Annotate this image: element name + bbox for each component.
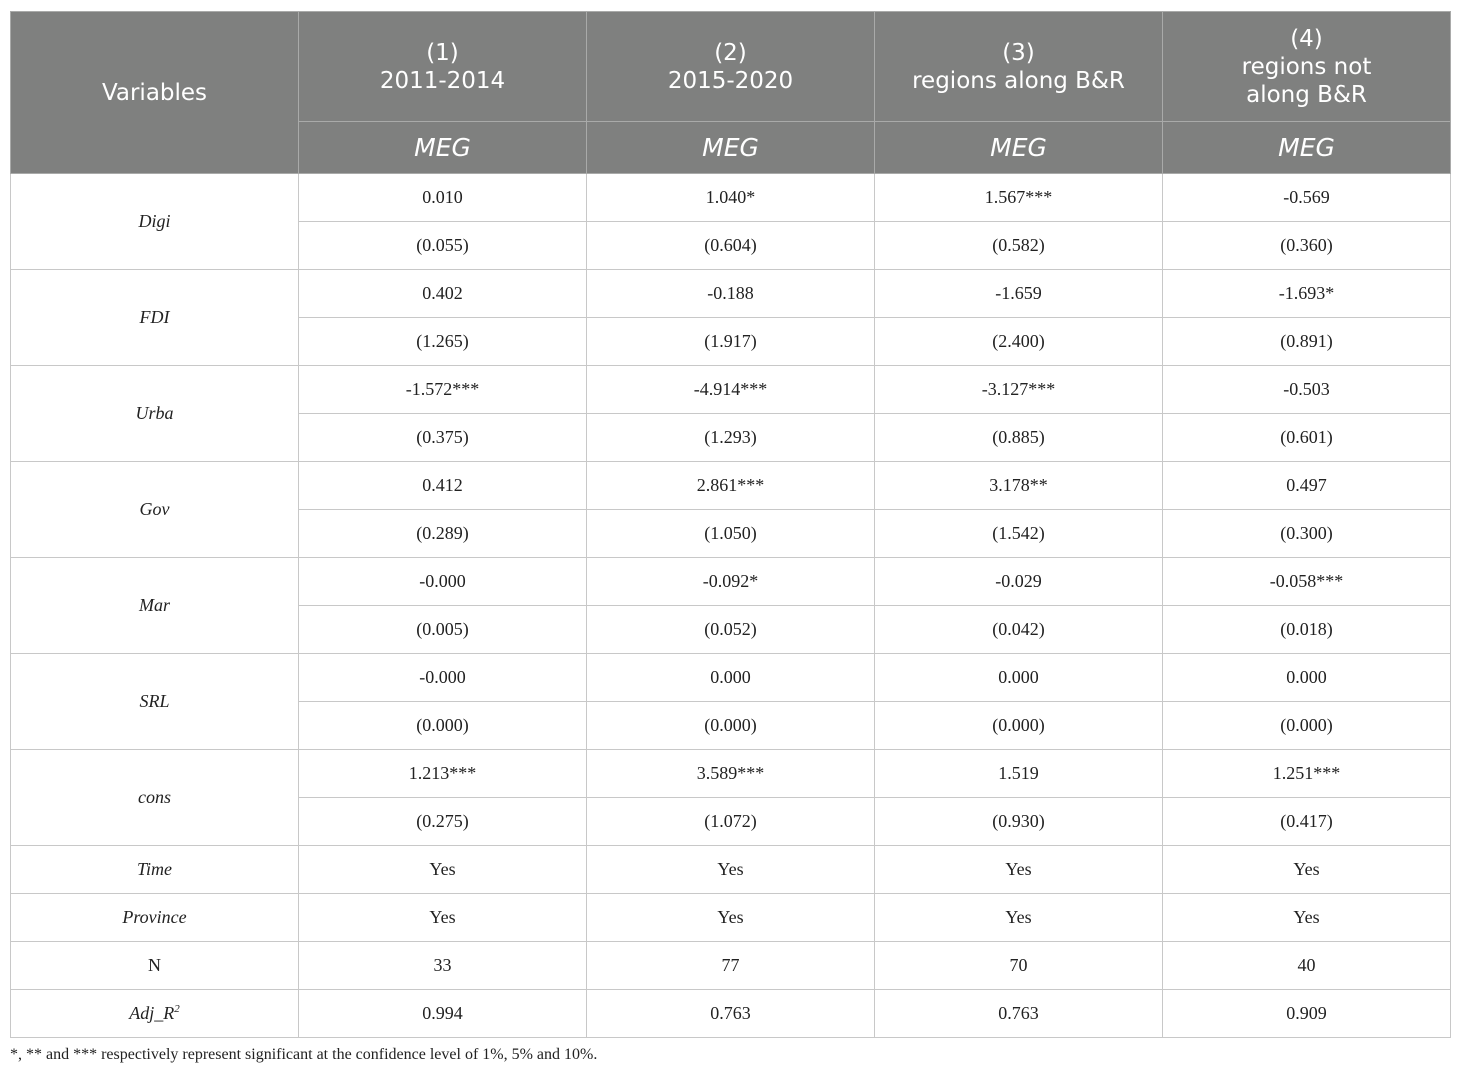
control-value-cell: Yes	[875, 846, 1163, 894]
table-row	[11, 894, 1451, 942]
table-row	[11, 366, 1451, 414]
coefficient-cell: 0.000	[875, 654, 1163, 702]
coefficient-cell: -0.000	[299, 654, 587, 702]
table-row	[11, 654, 1451, 702]
column-number: (4)	[1290, 25, 1323, 52]
coefficient-cell: -0.029	[875, 558, 1163, 606]
dependent-var-4: MEG	[1163, 122, 1451, 174]
table-row	[11, 942, 1451, 990]
coefficient-cell: -0.058***	[1163, 558, 1451, 606]
n-value-cell: 33	[299, 942, 587, 990]
coefficient-cell: 1.213***	[299, 750, 587, 798]
standard-error-cell: (0.275)	[299, 798, 587, 846]
standard-error-cell: (1.917)	[587, 318, 875, 366]
control-value-cell: Yes	[299, 894, 587, 942]
table-row	[11, 558, 1451, 606]
column-header-2	[587, 12, 875, 122]
coefficient-cell: 1.567***	[875, 174, 1163, 222]
table-row	[11, 270, 1451, 318]
regression-table-container	[10, 11, 1450, 1038]
coefficient-cell: 0.412	[299, 462, 587, 510]
column-number: (2)	[714, 39, 747, 66]
coefficient-cell: 0.000	[1163, 654, 1451, 702]
variables-header: Variables	[11, 12, 299, 174]
coefficient-cell: 3.589***	[587, 750, 875, 798]
standard-error-cell: (1.050)	[587, 510, 875, 558]
coefficient-cell: 0.402	[299, 270, 587, 318]
column-number: (3)	[1002, 39, 1035, 66]
column-title: 2011-2014	[379, 67, 506, 94]
column-title-line2: along B&R	[1246, 81, 1367, 108]
coefficient-cell: 0.497	[1163, 462, 1451, 510]
table-row	[11, 174, 1451, 222]
standard-error-cell: (1.293)	[587, 414, 875, 462]
adj-r2-value-cell: 0.763	[587, 990, 875, 1038]
adj-r2-label-cell	[11, 990, 299, 1038]
column-title: regions along B&R	[912, 67, 1125, 94]
regression-table	[10, 11, 1451, 1038]
table-row	[11, 750, 1451, 798]
standard-error-cell: (1.542)	[875, 510, 1163, 558]
control-value-cell: Yes	[587, 846, 875, 894]
n-value-cell: 70	[875, 942, 1163, 990]
column-number: (1)	[426, 39, 459, 66]
coefficient-cell: -1.659	[875, 270, 1163, 318]
table-row	[11, 990, 1451, 1038]
table-row	[11, 846, 1451, 894]
variable-name: Digi	[11, 174, 299, 270]
variable-name: FDI	[11, 270, 299, 366]
coefficient-cell: -0.503	[1163, 366, 1451, 414]
coefficient-cell: -0.569	[1163, 174, 1451, 222]
dependent-var-3: MEG	[875, 122, 1163, 174]
standard-error-cell: (0.360)	[1163, 222, 1451, 270]
control-name: Province	[11, 894, 299, 942]
coefficient-cell: 3.178**	[875, 462, 1163, 510]
coefficient-cell: -1.693*	[1163, 270, 1451, 318]
column-header-4	[1163, 12, 1451, 122]
standard-error-cell: (0.300)	[1163, 510, 1451, 558]
control-value-cell: Yes	[1163, 894, 1451, 942]
coefficient-cell: 0.010	[299, 174, 587, 222]
standard-error-cell: (0.289)	[299, 510, 587, 558]
coefficient-cell: 1.251***	[1163, 750, 1451, 798]
coefficient-cell: 1.519	[875, 750, 1163, 798]
coefficient-cell: 2.861***	[587, 462, 875, 510]
dependent-var-1: MEG	[299, 122, 587, 174]
standard-error-cell: (0.582)	[875, 222, 1163, 270]
table-footnote: *, ** and *** respectively represent significant at the confidence level of 1%, 5% and 10%.	[10, 1046, 598, 1063]
n-label: N	[11, 942, 299, 990]
standard-error-cell: (0.000)	[875, 702, 1163, 750]
standard-error-cell: (0.005)	[299, 606, 587, 654]
control-name: Time	[11, 846, 299, 894]
column-title: regions not	[1241, 53, 1372, 80]
n-value-cell: 40	[1163, 942, 1451, 990]
variable-name: Gov	[11, 462, 299, 558]
variable-name: cons	[11, 750, 299, 846]
adj-r2-superscript: 2	[174, 1003, 180, 1015]
standard-error-cell: (0.052)	[587, 606, 875, 654]
standard-error-cell: (0.055)	[299, 222, 587, 270]
variable-name: Mar	[11, 558, 299, 654]
standard-error-cell: (0.000)	[587, 702, 875, 750]
table-body	[11, 174, 1451, 1038]
coefficient-cell: 1.040*	[587, 174, 875, 222]
n-value-cell: 77	[587, 942, 875, 990]
table-row	[11, 462, 1451, 510]
table-header	[11, 12, 1451, 174]
adj-r2-value-cell: 0.994	[299, 990, 587, 1038]
standard-error-cell: (0.601)	[1163, 414, 1451, 462]
coefficient-cell: -4.914***	[587, 366, 875, 414]
variable-name: SRL	[11, 654, 299, 750]
standard-error-cell: (0.891)	[1163, 318, 1451, 366]
column-header-3	[875, 12, 1163, 122]
coefficient-cell: -3.127***	[875, 366, 1163, 414]
control-value-cell: Yes	[299, 846, 587, 894]
standard-error-cell: (0.930)	[875, 798, 1163, 846]
standard-error-cell: (1.265)	[299, 318, 587, 366]
coefficient-cell: -0.188	[587, 270, 875, 318]
adj-r2-value-cell: 0.909	[1163, 990, 1451, 1038]
standard-error-cell: (0.000)	[1163, 702, 1451, 750]
column-header-1	[299, 12, 587, 122]
adj-r2-value-cell: 0.763	[875, 990, 1163, 1038]
standard-error-cell: (0.375)	[299, 414, 587, 462]
coefficient-cell: -0.000	[299, 558, 587, 606]
standard-error-cell: (0.000)	[299, 702, 587, 750]
coefficient-cell: 0.000	[587, 654, 875, 702]
control-value-cell: Yes	[587, 894, 875, 942]
dependent-var-2: MEG	[587, 122, 875, 174]
control-value-cell: Yes	[1163, 846, 1451, 894]
standard-error-cell: (0.885)	[875, 414, 1163, 462]
column-title: 2015-2020	[667, 67, 794, 94]
variable-name: Urba	[11, 366, 299, 462]
coefficient-cell: -0.092*	[587, 558, 875, 606]
coefficient-cell: -1.572***	[299, 366, 587, 414]
standard-error-cell: (0.018)	[1163, 606, 1451, 654]
standard-error-cell: (0.604)	[587, 222, 875, 270]
standard-error-cell: (0.042)	[875, 606, 1163, 654]
standard-error-cell: (0.417)	[1163, 798, 1451, 846]
standard-error-cell: (2.400)	[875, 318, 1163, 366]
adj-r2-label: Adj_R	[129, 1003, 175, 1023]
standard-error-cell: (1.072)	[587, 798, 875, 846]
control-value-cell: Yes	[875, 894, 1163, 942]
